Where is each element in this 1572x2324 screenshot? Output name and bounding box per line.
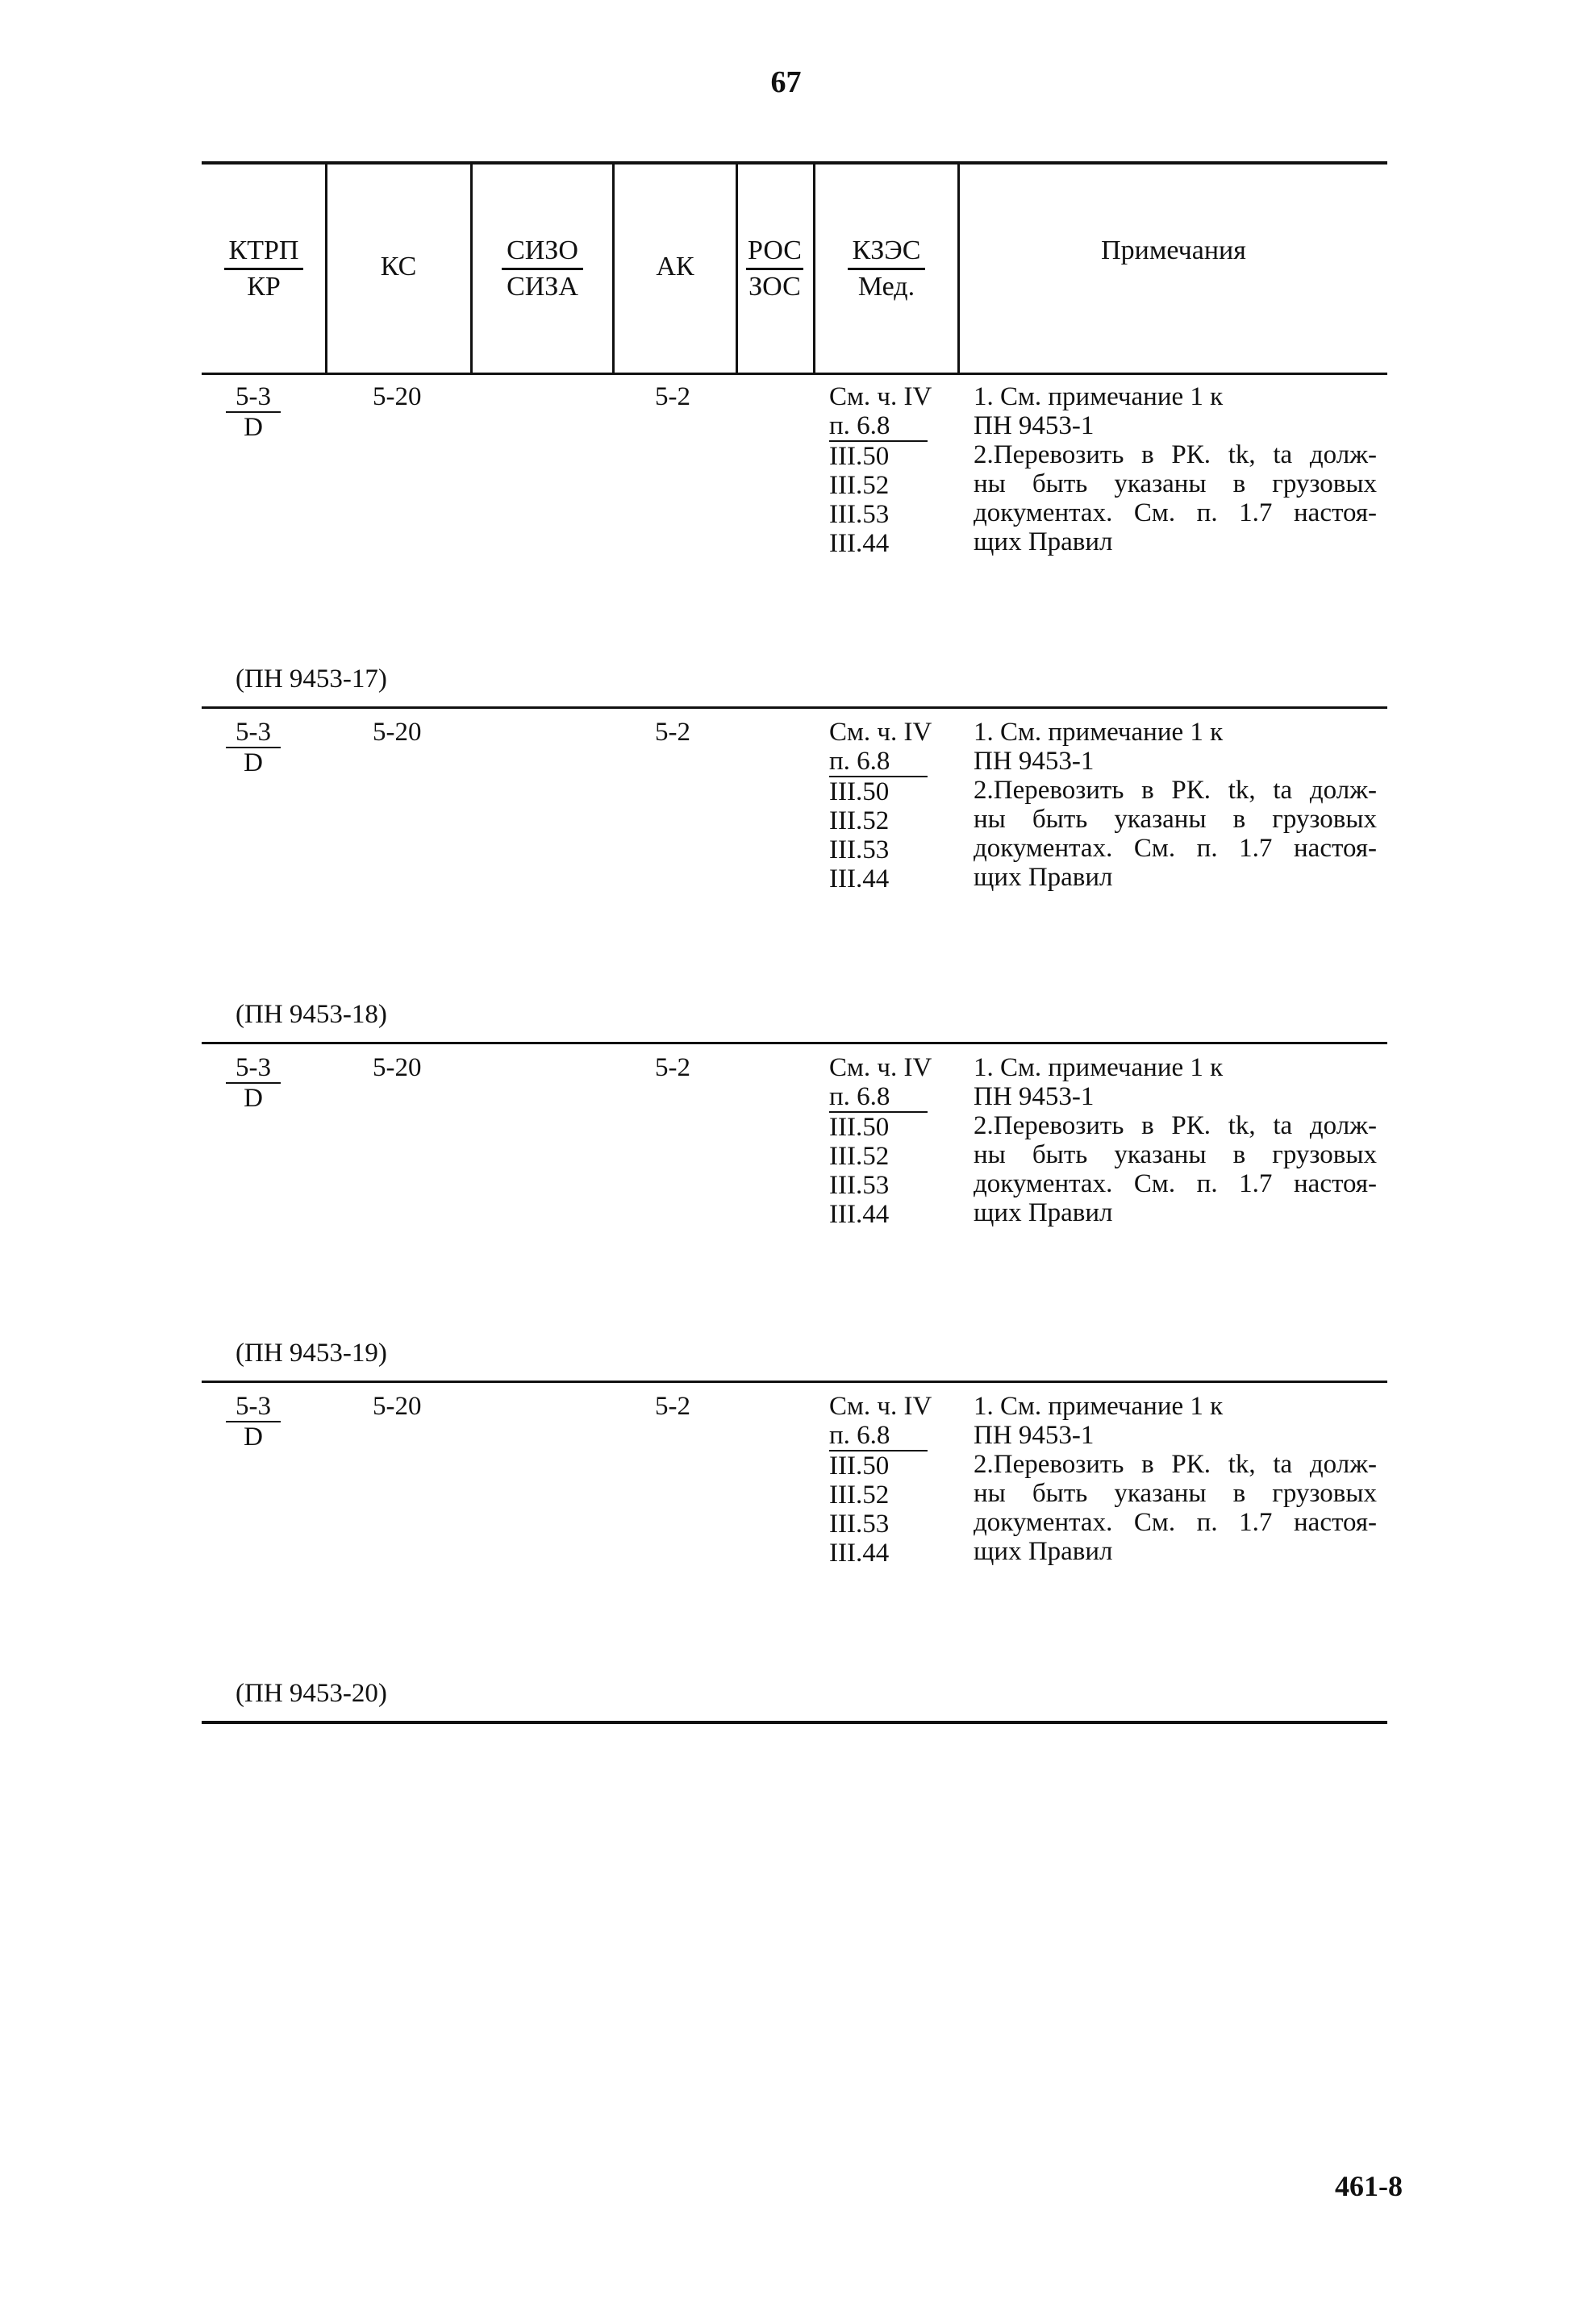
consign-line: III.44 — [829, 529, 890, 558]
entry-ak: 5-2 — [655, 1392, 690, 1421]
entry-consign — [829, 382, 932, 558]
entry-ak: 5-2 — [655, 382, 690, 411]
header-ks: КС — [380, 252, 417, 281]
note-line: ПН 9453-1 — [974, 411, 1095, 440]
page-number: 67 — [770, 65, 802, 99]
consign-line: III.50 — [829, 1113, 890, 1142]
note-line: ПН 9453-1 — [974, 747, 1095, 776]
note-line: ны быть указаны в грузовых — [974, 469, 1377, 498]
entry-ks: 5-20 — [373, 718, 422, 747]
consign-line: III.50 — [829, 777, 890, 806]
note-line: 2.Перевозить в РК. tk, ta долж- — [974, 776, 1377, 805]
entry-notes — [974, 382, 1377, 556]
table-top-rule — [202, 161, 1387, 165]
entry-rule — [202, 706, 1387, 709]
entry-notes — [974, 718, 1377, 892]
entry-rule — [202, 1381, 1387, 1383]
entry-reference: (ПН 9453-17) — [236, 664, 387, 693]
entry-ak: 5-2 — [655, 718, 690, 747]
header-sizo: СИЗО — [502, 234, 583, 270]
note-line: щих Правил — [974, 1537, 1113, 1566]
note-line: ны быть указаны в грузовых — [974, 1140, 1377, 1169]
consign-line: III.53 — [829, 835, 890, 864]
consign-line: III.50 — [829, 442, 890, 471]
note-line: щих Правил — [974, 527, 1113, 556]
consign-line: III.44 — [829, 1200, 890, 1229]
header-kzes: КЗЭС — [848, 234, 926, 270]
note-line: документах. См. п. 1.7 настоя- — [974, 834, 1377, 863]
note-line: 2.Перевозить в РК. tk, ta долж- — [974, 1450, 1377, 1479]
entry-consign — [829, 1053, 932, 1229]
header-kr: КР — [247, 272, 281, 302]
entry-class-number: 5-3 — [226, 382, 281, 413]
header-siza: СИЗА — [507, 272, 578, 302]
note-line: ПН 9453-1 — [974, 1082, 1095, 1111]
entry-class — [226, 382, 281, 442]
consign-line: п. 6.8 — [829, 411, 928, 442]
entry-class-letter: D — [244, 413, 263, 442]
entry-notes — [974, 1392, 1377, 1566]
note-line: документах. См. п. 1.7 настоя- — [974, 1508, 1377, 1537]
consign-line: III.53 — [829, 500, 890, 529]
entry-reference: (ПН 9453-18) — [236, 1000, 387, 1029]
entry-ks: 5-20 — [373, 1392, 422, 1421]
header-ktrp-kr — [203, 234, 324, 304]
note-line: ПН 9453-1 — [974, 1421, 1095, 1450]
consign-line: III.50 — [829, 1451, 890, 1481]
entry-class-number: 5-3 — [226, 1392, 281, 1422]
note-line: 2.Перевозить в РК. tk, ta долж- — [974, 440, 1377, 469]
header-sizo-siza — [473, 234, 612, 304]
consign-line: III.44 — [829, 1539, 890, 1568]
consign-line: III.52 — [829, 471, 890, 500]
consign-line: См. ч. IV — [829, 382, 932, 411]
entry-consign — [829, 1392, 932, 1568]
table-bottom-rule — [202, 1721, 1387, 1724]
entry-ak: 5-2 — [655, 1053, 690, 1082]
entry-notes — [974, 1053, 1377, 1227]
entry-class — [226, 1392, 281, 1451]
consign-line: См. ч. IV — [829, 1392, 932, 1421]
entry-class — [226, 718, 281, 777]
entry-ks: 5-20 — [373, 382, 422, 411]
note-line: документах. См. п. 1.7 настоя- — [974, 1169, 1377, 1198]
note-line: 1. См. примечание 1 к — [974, 382, 1224, 411]
consign-line: III.52 — [829, 1481, 890, 1510]
note-line: 1. См. примечание 1 к — [974, 1053, 1224, 1082]
note-line: 1. См. примечание 1 к — [974, 1392, 1224, 1421]
consign-line: п. 6.8 — [829, 747, 928, 777]
note-line: 1. См. примечание 1 к — [974, 718, 1224, 747]
consign-line: III.53 — [829, 1510, 890, 1539]
entry-rule — [202, 1042, 1387, 1044]
header-divider — [957, 163, 960, 374]
note-line: ны быть указаны в грузовых — [974, 1479, 1377, 1508]
header-ktrp: КТРП — [224, 234, 304, 270]
entry-class-number: 5-3 — [226, 1053, 281, 1084]
consign-line: п. 6.8 — [829, 1082, 928, 1113]
header-med: Мед. — [857, 272, 915, 302]
entry-ks: 5-20 — [373, 1053, 422, 1082]
header-ros-zos — [736, 234, 813, 304]
consign-line: III.52 — [829, 1142, 890, 1171]
header-bottom-rule — [202, 373, 1387, 375]
header-ros: РОС — [746, 234, 803, 270]
consign-line: п. 6.8 — [829, 1421, 928, 1451]
footer-code: 461-8 — [1335, 2170, 1403, 2202]
entry-class-letter: D — [244, 748, 263, 777]
consign-line: III.44 — [829, 864, 890, 893]
note-line: щих Правил — [974, 863, 1113, 892]
entry-class-letter: D — [244, 1422, 263, 1451]
note-line: 2.Перевозить в РК. tk, ta долж- — [974, 1111, 1377, 1140]
consign-line: III.52 — [829, 806, 890, 835]
note-line: щих Правил — [974, 1198, 1113, 1227]
header-kzes-med — [815, 234, 957, 304]
consign-line: См. ч. IV — [829, 718, 932, 747]
entry-consign — [829, 718, 932, 893]
entry-class — [226, 1053, 281, 1113]
header-notes: Примечания — [1101, 235, 1246, 265]
consign-line: III.53 — [829, 1171, 890, 1200]
note-line: ны быть указаны в грузовых — [974, 805, 1377, 834]
note-line: документах. См. п. 1.7 настоя- — [974, 498, 1377, 527]
entry-reference: (ПН 9453-20) — [236, 1679, 387, 1708]
entry-reference: (ПН 9453-19) — [236, 1339, 387, 1368]
entry-class-letter: D — [244, 1084, 263, 1113]
header-ak: АК — [656, 252, 694, 281]
header-zos: ЗОС — [748, 272, 801, 302]
entry-class-number: 5-3 — [226, 718, 281, 748]
consign-line: См. ч. IV — [829, 1053, 932, 1082]
